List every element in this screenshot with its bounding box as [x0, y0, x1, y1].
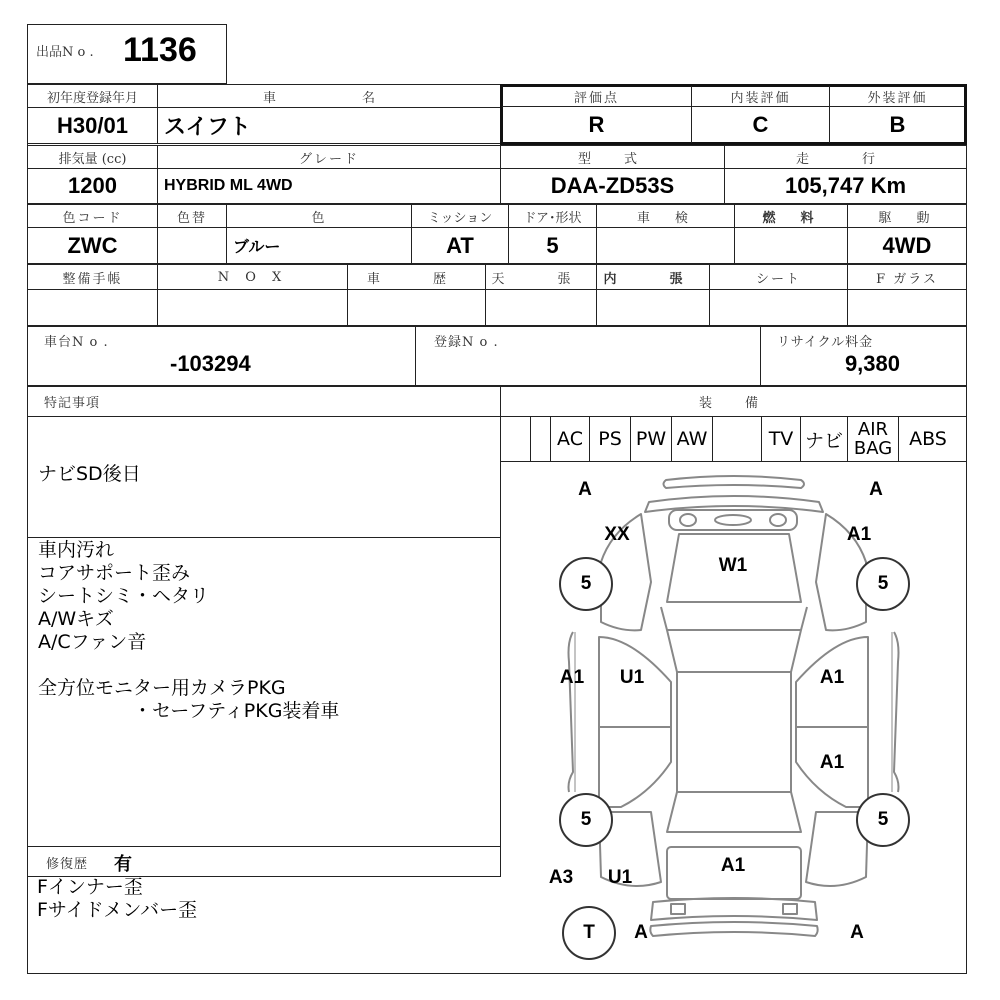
mark-front-left-fender: A1	[559, 667, 585, 688]
nox-value	[157, 289, 348, 326]
lot-label: 出品N o .	[36, 45, 94, 60]
fuel-value	[734, 227, 848, 264]
grade-value: HYBRID ML 4WD	[157, 168, 501, 204]
drive-label: 駆 動	[847, 204, 967, 228]
ceiling-label: 天 張	[485, 264, 597, 290]
repaint-value	[157, 227, 227, 264]
mark-front-left-corner: A	[578, 479, 592, 500]
mission-value: AT	[411, 227, 509, 264]
recycle-value: 9,380	[844, 351, 900, 376]
mark-rear-left-corner: A	[634, 922, 648, 943]
mark-bumper-right: A1	[846, 524, 872, 545]
ceiling-value	[485, 289, 597, 326]
interior-label: 内装評価	[692, 86, 830, 107]
mark-rear-left-panel: U1	[607, 867, 633, 888]
mark-right-rear-door: A1	[819, 752, 845, 773]
seat-value	[709, 289, 848, 326]
grade-label: グレード	[157, 145, 501, 169]
equipment-blank-2	[713, 417, 762, 461]
mark-hood: W1	[718, 555, 748, 576]
repair-label: 修復歴	[46, 857, 89, 872]
color-code-value: ZWC	[27, 227, 158, 264]
recycle-label: リサイクル料金	[777, 335, 874, 350]
mark-trunk: A1	[720, 855, 746, 876]
repair-header	[27, 846, 501, 877]
equipment-pw: PW	[631, 417, 672, 461]
tire-front-right: 5	[856, 557, 910, 611]
equipment-aw: AW	[672, 417, 713, 461]
lining-value	[596, 289, 710, 326]
equipment-blank-1	[530, 417, 551, 461]
reg-cell	[415, 326, 761, 386]
maintenance-value	[27, 289, 158, 326]
mileage-label: 走 行	[724, 145, 967, 169]
score-value: R	[502, 107, 692, 143]
cc-label: 排気量 (cc)	[27, 145, 158, 169]
tire-rear-left: 5	[559, 793, 613, 847]
lining-label: 内 張	[596, 264, 710, 290]
repair-text: Fインナー歪 Fサイドメンバー歪	[37, 876, 198, 921]
car-diagram	[501, 462, 966, 973]
notes-top	[27, 416, 501, 538]
reg-label: 登録N o .	[434, 335, 499, 350]
recycle-cell	[760, 326, 967, 386]
interior-value: C	[692, 107, 830, 143]
nox-label: N O X	[157, 264, 348, 290]
mark-front-right-corner: A	[869, 479, 883, 500]
mark-rear-left-quarter: A3	[548, 867, 574, 888]
drive-value: 4WD	[847, 227, 967, 264]
mission-label: ミッション	[411, 204, 509, 228]
car-name-value: スイフト	[157, 107, 501, 144]
notes-label: 特記事項	[27, 386, 501, 417]
notes-main	[27, 537, 501, 847]
equipment-ps: PS	[590, 417, 631, 461]
mark-right-front-door: A1	[819, 667, 845, 688]
repair-body	[27, 876, 501, 974]
equipment-label: 装 備	[500, 386, 967, 417]
inspection-label: 車 検	[596, 204, 735, 228]
year-value: H30/01	[27, 107, 158, 144]
color-label: 色	[226, 204, 412, 228]
equipment-ac: AC	[551, 417, 590, 461]
lot-number: 1136	[123, 31, 197, 69]
model-value: DAA-ZD53S	[500, 168, 725, 204]
mark-front-left-door: U1	[619, 667, 645, 688]
equipment-row	[500, 416, 967, 462]
mileage-value: 105,747 Km	[724, 168, 967, 204]
equipment-airbag: AIR BAG	[848, 417, 899, 461]
tire-spare: T	[562, 906, 616, 960]
score-label: 評価点	[502, 86, 692, 107]
equipment-tv: TV	[762, 417, 801, 461]
exterior-label: 外装評価	[830, 86, 965, 107]
color-value: ブルー	[226, 227, 412, 264]
door-value: 5	[508, 227, 597, 264]
inspection-value	[596, 227, 735, 264]
mark-rear-right-corner: A	[850, 922, 864, 943]
glass-label: F ガラス	[847, 264, 967, 290]
chassis-cell	[27, 326, 416, 386]
maintenance-label: 整備手帳	[27, 264, 158, 290]
model-label: 型 式	[500, 145, 725, 169]
notes-main-text: 車内汚れ コアサポート歪み シートシミ・ヘタリ A/Wキズ A/Cファン音 全方位モニター用カメラPKG ・セーフティPKG装着車	[38, 539, 340, 722]
mark-bumper-left: XX	[604, 524, 630, 545]
equipment-navi: ナビ	[801, 417, 848, 461]
car-name-label: 車 名	[157, 84, 501, 108]
tire-front-left: 5	[559, 557, 613, 611]
history-value	[347, 289, 486, 326]
door-label: ドア･形状	[508, 204, 597, 228]
chassis-value: -103294	[170, 351, 251, 376]
color-code-label: 色コード	[27, 204, 158, 228]
tire-rear-right: 5	[856, 793, 910, 847]
chassis-label: 車台N o .	[44, 335, 109, 350]
fuel-label: 燃 料	[734, 204, 848, 228]
repaint-label: 色替	[157, 204, 227, 228]
repair-value: 有	[114, 854, 132, 875]
equipment-abs: ABS	[909, 428, 947, 450]
year-label: 初年度登録年月	[27, 84, 158, 108]
glass-value	[847, 289, 967, 326]
notes-top-text: ナビSD後日	[38, 463, 141, 485]
exterior-value: B	[889, 112, 906, 137]
seat-label: シート	[709, 264, 848, 290]
lot-box	[27, 24, 227, 84]
cc-value: 1200	[27, 168, 158, 204]
history-label: 車 歴	[347, 264, 486, 290]
